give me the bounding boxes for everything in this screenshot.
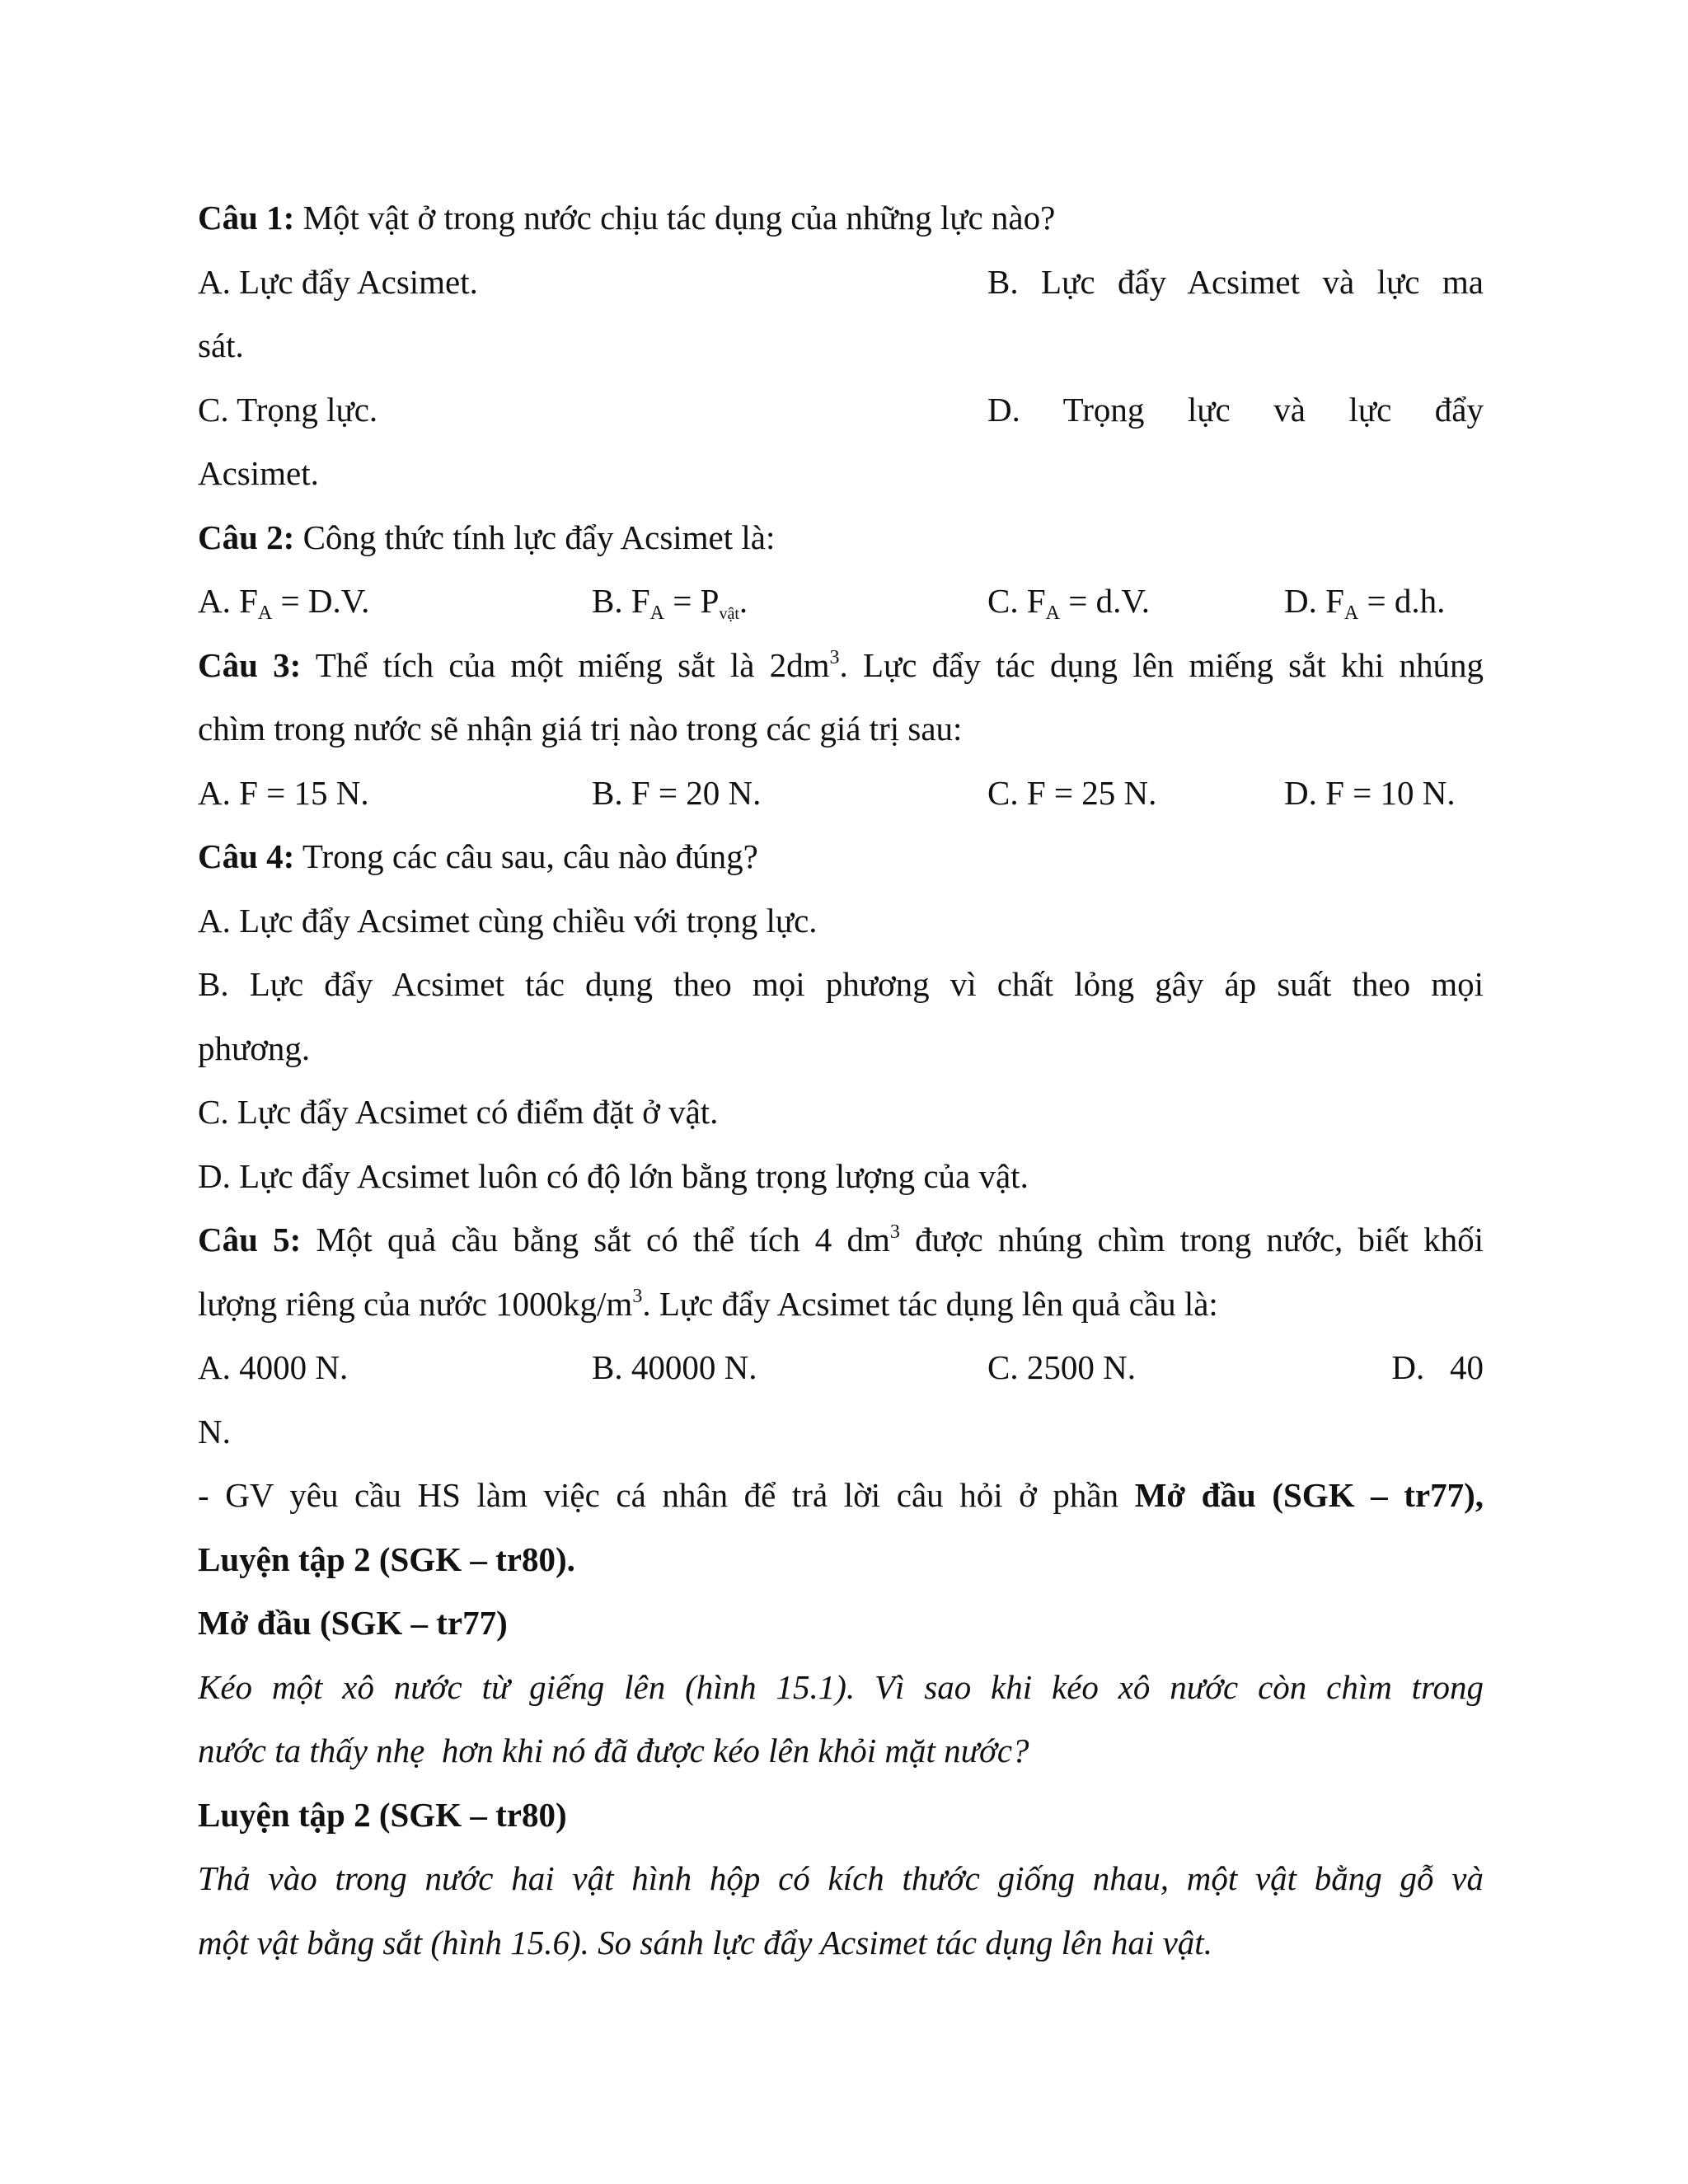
luyen-tap-text-line-1: [198, 1847, 1484, 1911]
question-1-option-a: A. Lực đẩy Acsimet.: [198, 262, 478, 301]
document-page: [198, 186, 1484, 1975]
question-1-option-c: C. Trọng lực.: [198, 390, 378, 429]
mo-dau-text-wrap: nước ta thấy nhẹ hơn khi nó đã được kéo lên khỏi mặt nước?: [198, 1732, 1029, 1769]
mo-dau-heading: Mở đầu (SGK – tr77): [198, 1604, 508, 1642]
question-3-option-a: A. F = 15 N.: [198, 773, 369, 812]
question-5-text: Một quả cầu bằng sắt có thể tích 4 dm: [301, 1221, 890, 1258]
mo-dau-text: Kéo một xô nước từ giếng lên (hình 15.1). Vì sao khi kéo xô nước còn chìm trong: [198, 1667, 1484, 1706]
question-1-label: Câu 1:: [198, 199, 295, 237]
question-5-option-d-continued: [198, 1400, 1484, 1465]
question-4-text: Trong các câu sau, câu nào đúng?: [294, 837, 758, 875]
question-3-text-line-2: [198, 697, 1484, 762]
task-instruction: [198, 1464, 1484, 1528]
question-2-option-a: A. $F_A = D.V$.: [198, 582, 370, 624]
question-1-text: Một vật ở trong nước chịu tác dụng của những lực nào?: [294, 199, 1056, 237]
question-4-option-d: [198, 1145, 1484, 1209]
question-5-label: Câu 5:: [198, 1221, 302, 1258]
luyen-tap-text-line-2: [198, 1911, 1484, 1975]
question-2-label: Câu 2:: [198, 518, 295, 556]
question-3-text: Thể tích của một miếng sắt là 2dm: [301, 645, 830, 684]
question-1-option-b-continued: [198, 314, 1484, 378]
question-3: Câu 3: Thể tích của một miếng sắt là $2dm^3$. Lực đẩy tác dụng lên miếng sắt khi nhúng: [198, 645, 1484, 684]
question-2-option-c: C. $F_A = d.V$.: [987, 582, 1150, 624]
question-5-option-c: C. 2500 N.: [987, 1348, 1136, 1386]
question-1: [198, 186, 1484, 251]
task-instruction-text: - GV yêu cầu HS làm việc cá nhân để trả lời câu hỏi ở phần: [198, 1476, 1135, 1514]
task-instruction-line-2: [198, 1528, 1484, 1592]
question-3-label: Câu 3:: [198, 645, 302, 684]
question-4: [198, 825, 1484, 889]
question-2: [198, 506, 1484, 570]
question-2-option-d: D. $F_A = d.h$.: [1284, 582, 1446, 624]
task-reference-1: Mở đầu (SGK – tr77),: [1134, 1476, 1484, 1514]
question-4-option-b-continued: [198, 1017, 1484, 1081]
question-5-text-line-2: lượng riêng của nước $1000kg/m^3$. Lực đẩy Acsimet tác dụng lên quả cầu là:: [198, 1284, 1218, 1323]
question-4-option-a: [198, 889, 1484, 954]
question-1-option-d: D. Trọng lực và lực đẩy: [987, 390, 1484, 429]
question-5-option-b: B. 40000 N.: [592, 1348, 757, 1386]
question-4-option-c: [198, 1080, 1484, 1145]
question-5-option-d: D. 40: [1391, 1348, 1484, 1386]
question-1-option-d-wrap: Acsimet.: [198, 454, 319, 492]
question-5-text-wrap: lượng riêng của nước 1000kg/m: [198, 1284, 633, 1323]
question-3-text-wrap: chìm trong nước sẽ nhận giá trị nào trong các giá trị sau:: [198, 710, 963, 748]
question-4-option-b-text: B. Lực đẩy Acsimet tác dụng theo mọi phương vì chất lỏng gây áp suất theo mọi: [198, 965, 1484, 1003]
question-4-label: Câu 4:: [198, 837, 295, 875]
luyen-tap-heading: Luyện tập 2 (SGK – tr80): [198, 1795, 567, 1834]
question-5-option-a: A. 4000 N.: [198, 1348, 349, 1386]
question-1-option-b: B. Lực đẩy Acsimet và lực ma: [987, 262, 1484, 301]
question-2-option-b: B. $F_A = P_{vật}$.: [592, 582, 748, 624]
question-5: Câu 5: Một quả cầu bằng sắt có thể tích 4 $dm^3$ được nhúng chìm trong nước, biết khối: [198, 1221, 1484, 1258]
section-heading-luyen-tap: [198, 1783, 1484, 1848]
question-1-options-row-1: [198, 251, 1484, 315]
question-4-option-b: [198, 953, 1484, 1017]
question-4-option-d-text: D. Lực đẩy Acsimet luôn có độ lớn bằng trọng lượng của vật.: [198, 1156, 1029, 1195]
section-heading-mo-dau: [198, 1591, 1484, 1656]
question-5-option-d-wrap: N.: [198, 1412, 231, 1451]
question-1-options-row-2: [198, 378, 1484, 443]
question-4-option-a-text: A. Lực đẩy Acsimet cùng chiều với trọng lực.: [198, 901, 818, 940]
task-reference-2: Luyện tập 2 (SGK – tr80).: [198, 1540, 575, 1578]
question-3-option-d: D. F = 10 N.: [1284, 773, 1456, 812]
luyen-tap-text: Thả vào trong nước hai vật hình hộp có kích thước giống nhau, một vật bằng gỗ và: [198, 1859, 1484, 1897]
question-4-option-c-text: C. Lực đẩy Acsimet có điểm đặt ở vật.: [198, 1093, 719, 1131]
luyen-tap-text-wrap: một vật bằng sắt (hình 15.6). So sánh lực đẩy Acsimet tác dụng lên hai vật.: [198, 1923, 1212, 1961]
question-2-text: Công thức tính lực đẩy Acsimet là:: [294, 518, 776, 556]
question-3-options: [198, 762, 1484, 826]
mo-dau-text-line-1: [198, 1656, 1484, 1720]
question-1-option-d-continued: [198, 442, 1484, 506]
question-3-option-c: C. F = 25 N.: [987, 773, 1157, 812]
question-2-options: [198, 569, 1484, 634]
question-3-option-b: B. F = 20 N.: [592, 773, 762, 812]
question-1-option-b-wrap: sát.: [198, 326, 244, 364]
mo-dau-text-line-2: [198, 1719, 1484, 1783]
question-5-options: [198, 1336, 1484, 1400]
question-4-option-b-wrap: phương.: [198, 1029, 311, 1067]
